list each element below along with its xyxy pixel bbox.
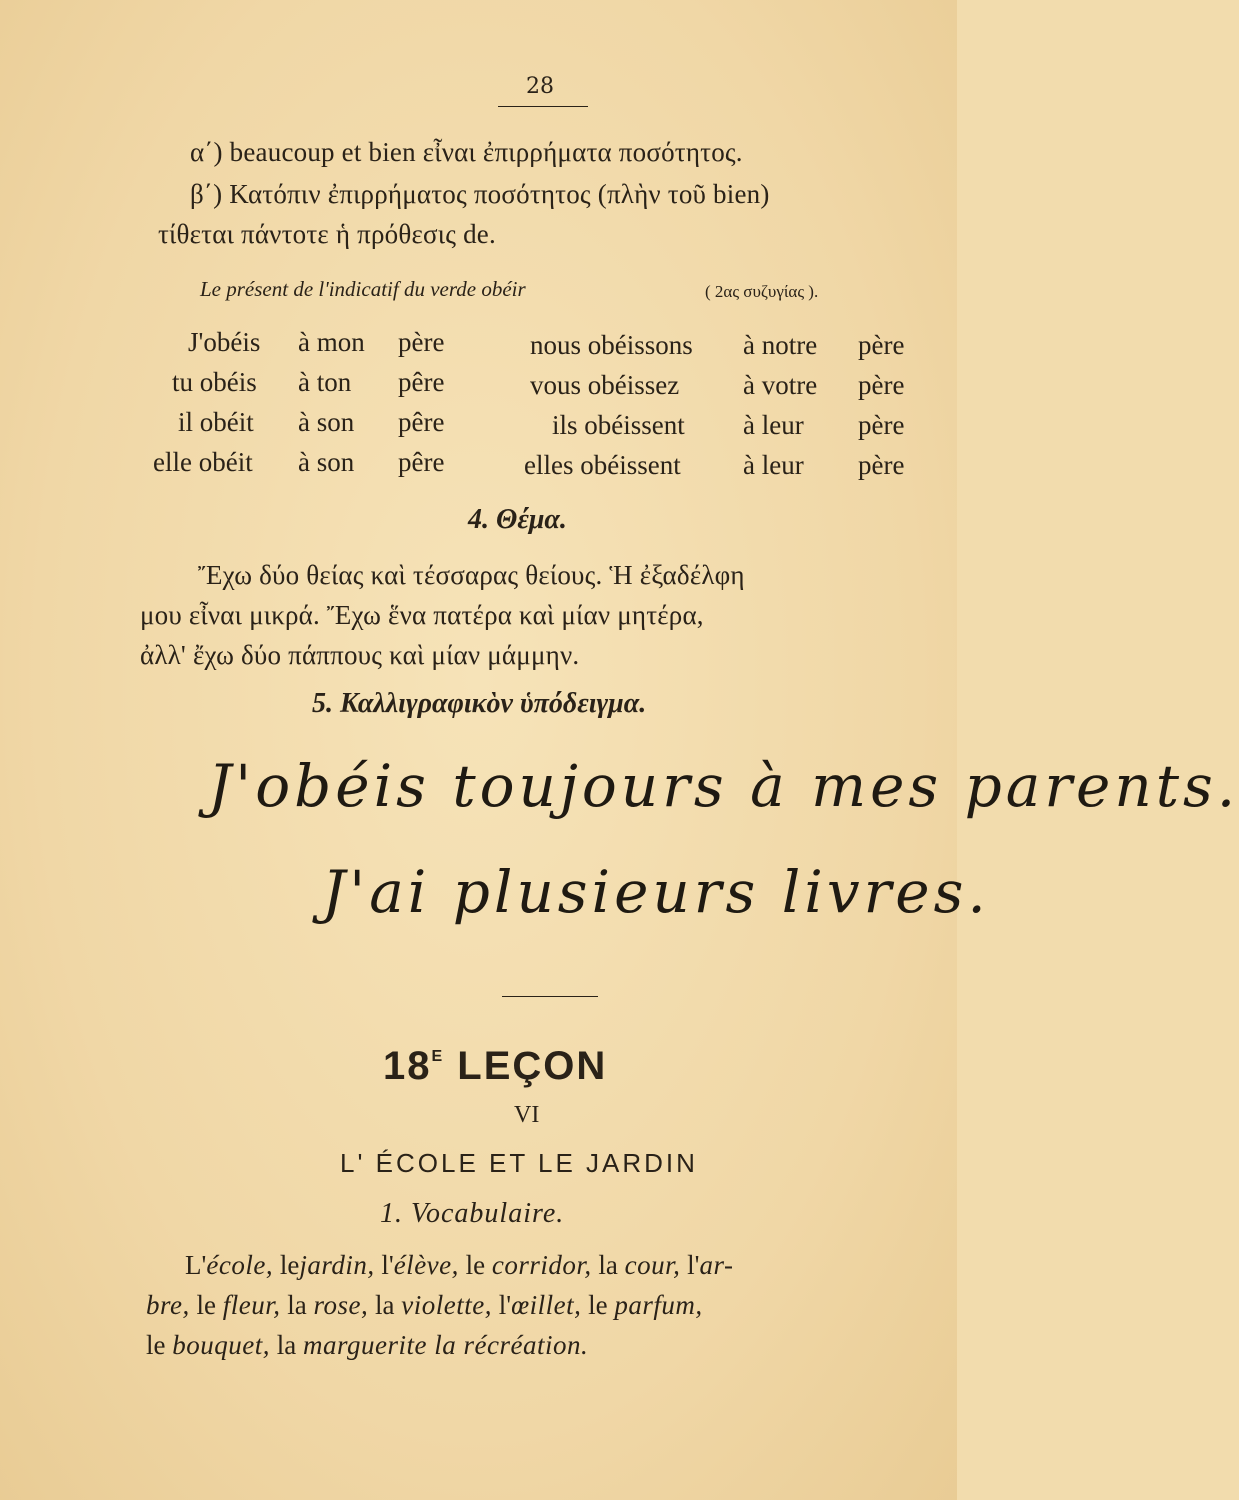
lesson-roman-numeral: VI xyxy=(514,1102,540,1128)
vocab-article: la xyxy=(287,1290,307,1320)
plural-subject: ils obéissent xyxy=(552,410,685,440)
page-number-rule xyxy=(498,106,588,107)
vocab-word: cour, xyxy=(624,1250,681,1280)
vocab-word: marguerite la récréation. xyxy=(303,1330,589,1360)
singular-prep: à son xyxy=(298,407,355,437)
vocab-article: l' xyxy=(687,1250,700,1280)
present-heading-note: ( 2ας συζυγίας ). xyxy=(705,282,819,301)
singular-subject: elle obéit xyxy=(153,447,253,477)
section4-line: ἀλλ' ἔχω δύο πάππους καὶ μίαν μάμμην. xyxy=(140,640,580,670)
lesson-number: 18 xyxy=(383,1044,432,1088)
vocab-article: le xyxy=(465,1250,486,1280)
vocab-word: violette, xyxy=(401,1290,492,1320)
vocab-heading: 1. Vocabulaire. xyxy=(380,1198,565,1229)
section4-line: Ἔχω δύο θείας καὶ τέσσαρας θείους. Ἡ ἐξαδέλφη xyxy=(198,560,745,590)
plural-prep: à notre xyxy=(743,330,818,360)
rule-beta-line1: β΄) Κατόπιν ἐπιρρήματος ποσότητος (πλὴν τοῦ bien) xyxy=(190,179,770,209)
vocab-article: l' xyxy=(498,1290,512,1320)
vocab-article: le xyxy=(146,1330,166,1360)
plural-prep: à leur xyxy=(743,410,804,440)
vocab-word: jardin, xyxy=(299,1250,375,1280)
plural-noun: père xyxy=(858,370,905,400)
section4-heading: 4. Θέμα. xyxy=(468,504,567,535)
vocab-word: parfum, xyxy=(614,1290,703,1320)
vocab-article: L' xyxy=(185,1250,207,1280)
vocab-article: l' xyxy=(381,1250,394,1280)
singular-subject: il obéit xyxy=(178,407,254,437)
lesson-number-sup: E xyxy=(431,1048,445,1065)
plural-noun: père xyxy=(858,330,905,360)
singular-noun: pêre xyxy=(398,367,445,397)
singular-prep: à ton xyxy=(298,367,352,397)
section-separator xyxy=(502,996,598,997)
plural-prep: à votre xyxy=(743,370,818,400)
plural-subject: elles obéissent xyxy=(524,450,681,480)
section5-heading: 5. Καλλιγραφικὸν ὑπόδειγμα. xyxy=(312,688,647,719)
singular-subject: tu obéis xyxy=(172,367,257,397)
singular-noun: pêre xyxy=(398,447,445,477)
lesson-title xyxy=(383,1044,607,1089)
vocab-word: élève, xyxy=(393,1250,459,1280)
vocab-line-1 xyxy=(185,1250,734,1281)
vocab-word: bouquet, xyxy=(172,1330,270,1360)
vocab-line-2 xyxy=(146,1290,703,1321)
vocab-article: la xyxy=(375,1290,395,1320)
vocab-word: école, xyxy=(206,1250,274,1280)
plural-prep: à leur xyxy=(743,450,804,480)
present-heading: Le présent de l'indicatif du verde obéir xyxy=(200,277,526,301)
section4-line: μου εἶναι μικρά. Ἔχω ἕνα πατέρα καὶ μίαν μητέρα, xyxy=(140,600,704,630)
calligraphy-line-2: J'ai plusieurs livres. xyxy=(322,858,990,926)
vocab-line-3 xyxy=(146,1330,588,1361)
plural-noun: père xyxy=(858,410,905,440)
singular-noun: pêre xyxy=(398,407,445,437)
rule-alpha: α΄) beaucoup et bien εἶναι ἐπιρρήματα ποσότητος. xyxy=(190,137,743,167)
vocab-article: le xyxy=(279,1250,300,1280)
vocab-word: ar- xyxy=(699,1250,734,1280)
plural-noun: père xyxy=(858,450,905,480)
vocab-word: bre, xyxy=(146,1290,190,1320)
vocab-word: fleur, xyxy=(222,1290,281,1320)
rule-beta-line2: τίθεται πάντοτε ἡ πρόθεσις de. xyxy=(158,219,496,249)
calligraphy-line-1: J'obéis toujours à mes parents. xyxy=(208,752,1239,820)
vocab-word: rose, xyxy=(313,1290,369,1320)
vocab-article: la xyxy=(598,1250,618,1280)
singular-subject: J'obéis xyxy=(188,327,261,357)
plural-subject: vous obéissez xyxy=(530,370,680,400)
page-number: 28 xyxy=(526,74,554,99)
vocab-article: le xyxy=(588,1290,608,1320)
singular-prep: à son xyxy=(298,447,355,477)
lesson-word: LEÇON xyxy=(457,1044,608,1088)
singular-noun: père xyxy=(398,327,445,357)
plural-subject: nous obéissons xyxy=(530,330,693,360)
vocab-article: le xyxy=(196,1290,216,1320)
lesson-subtitle: L' ÉCOLE ET LE JARDIN xyxy=(340,1148,698,1178)
vocab-word: œillet, xyxy=(511,1290,582,1320)
vocab-article: la xyxy=(276,1330,297,1360)
singular-prep: à mon xyxy=(298,327,365,357)
vocab-word: corridor, xyxy=(491,1250,592,1280)
